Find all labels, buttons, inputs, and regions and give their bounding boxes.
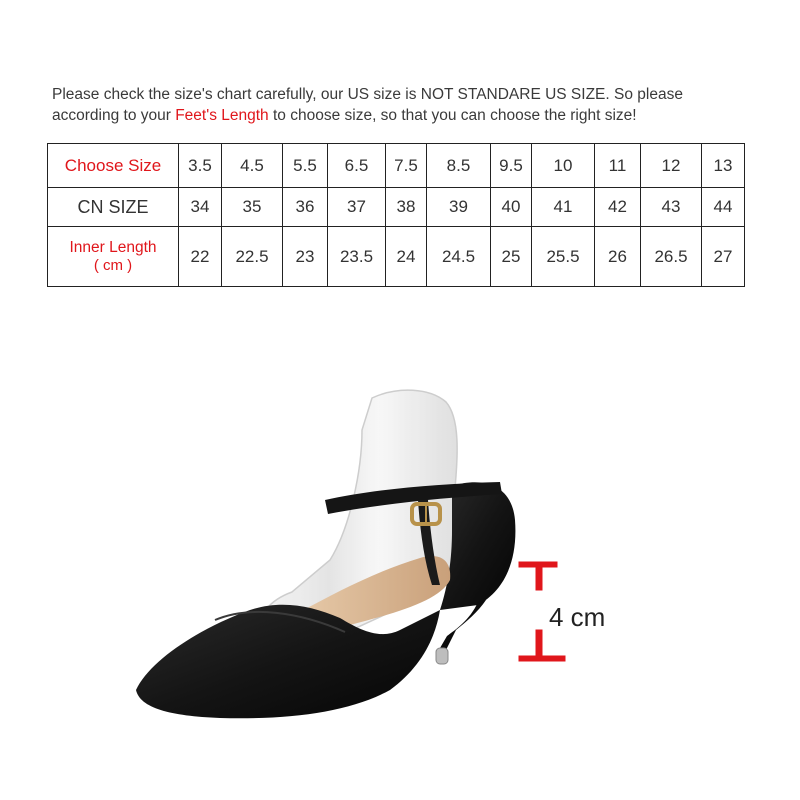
choose-size-row xyxy=(48,144,745,188)
inner-length-cell: 23.5 xyxy=(328,227,386,287)
size-cell: 8.5 xyxy=(427,144,491,188)
cn-size-cell: 37 xyxy=(328,188,386,227)
cn-size-cell: 41 xyxy=(532,188,595,227)
size-cell: 10 xyxy=(532,144,595,188)
shoe-vamp xyxy=(136,605,440,719)
inner-length-cell: 26 xyxy=(595,227,641,287)
inner-length-cell: 25.5 xyxy=(532,227,595,287)
inner-length-cell: 22.5 xyxy=(222,227,283,287)
inner-length-cell: 27 xyxy=(702,227,745,287)
inner-length-row xyxy=(48,227,745,287)
size-cell: 3.5 xyxy=(179,144,222,188)
size-chart-table xyxy=(47,143,745,287)
notice-line-2-suffix: to choose size, so that you can choose the right size! xyxy=(268,107,637,124)
measure-top-stem xyxy=(536,562,542,590)
size-cell: 5.5 xyxy=(283,144,328,188)
inner-length-label: Inner Length xyxy=(69,239,157,256)
cn-size-cell: 43 xyxy=(641,188,702,227)
inner-length-cell: 26.5 xyxy=(641,227,702,287)
inner-length-cell: 22 xyxy=(179,227,222,287)
notice-highlight-feet-length: Feet's Length xyxy=(175,107,269,124)
inner-length-cell: 23 xyxy=(283,227,328,287)
size-cell: 13 xyxy=(702,144,745,188)
inner-length-cell: 24.5 xyxy=(427,227,491,287)
inner-length-header xyxy=(48,227,179,287)
size-cell: 11 xyxy=(595,144,641,188)
inner-length-unit: ( cm ) xyxy=(93,257,133,274)
size-cell: 7.5 xyxy=(386,144,427,188)
choose-size-header: Choose Size xyxy=(48,144,179,188)
heel-tip xyxy=(436,648,448,664)
cn-size-cell: 42 xyxy=(595,188,641,227)
inner-length-cell: 25 xyxy=(491,227,532,287)
measure-bottom-cap xyxy=(519,656,565,661)
cn-size-row xyxy=(48,188,745,227)
heel-height-label: 4 cm xyxy=(549,602,606,632)
size-notice xyxy=(52,84,772,126)
cn-size-cell: 38 xyxy=(386,188,427,227)
cn-size-cell: 44 xyxy=(702,188,745,227)
cn-size-header: CN SIZE xyxy=(48,188,179,227)
size-cell: 9.5 xyxy=(491,144,532,188)
cn-size-cell: 39 xyxy=(427,188,491,227)
notice-line-2-prefix: according to your xyxy=(52,107,176,124)
cn-size-cell: 40 xyxy=(491,188,532,227)
cn-size-cell: 35 xyxy=(222,188,283,227)
cn-size-cell: 34 xyxy=(179,188,222,227)
inner-length-cell: 24 xyxy=(386,227,427,287)
cn-size-cell: 36 xyxy=(283,188,328,227)
notice-line-1: Please check the size's chart carefully, our US size is NOT STANDARE US SIZE. So please xyxy=(52,86,683,103)
product-photo xyxy=(0,300,800,800)
size-cell: 12 xyxy=(641,144,702,188)
notice-line-2 xyxy=(52,105,772,126)
size-cell: 4.5 xyxy=(222,144,283,188)
size-cell: 6.5 xyxy=(328,144,386,188)
